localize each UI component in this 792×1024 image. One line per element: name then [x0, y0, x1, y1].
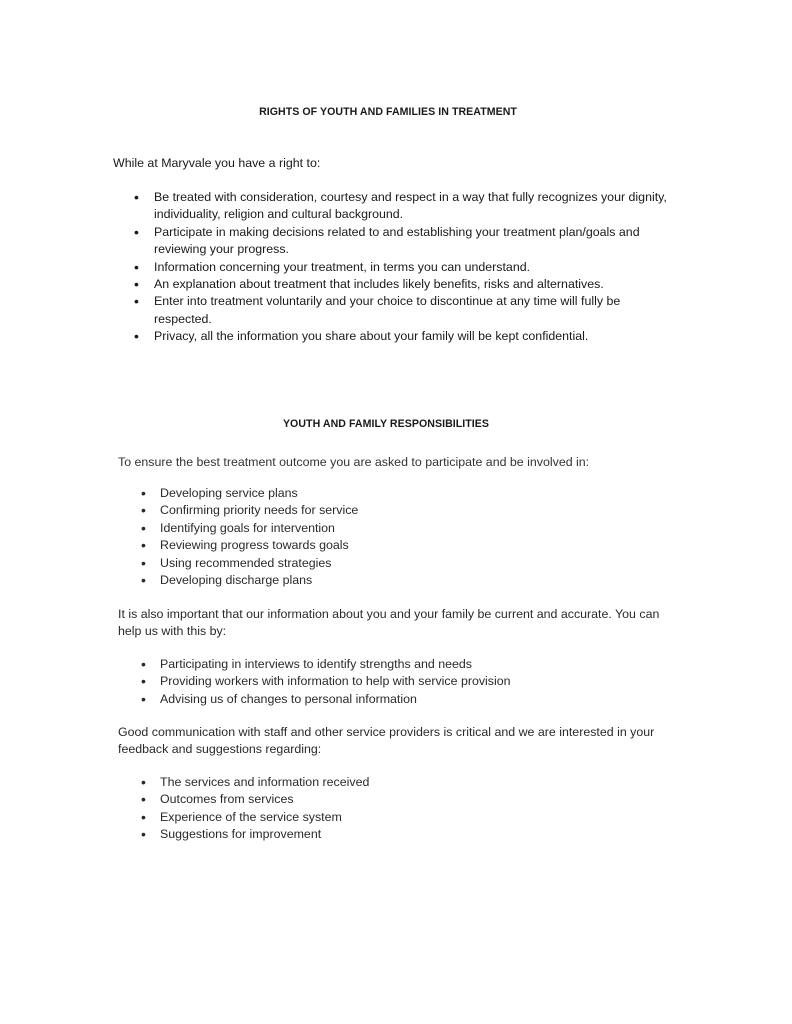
list-item: • Developing discharge plans	[160, 572, 640, 589]
list-item: • Outcomes from services	[160, 791, 640, 808]
rights-heading: RIGHTS OF YOUTH AND FAMILIES IN TREATMENT	[259, 106, 517, 118]
list-item: • Providing workers with information to help with service provision	[160, 673, 640, 690]
information-paragraph: It is also important that our information about you and your family be current and accurate. You can help us with this by:	[118, 607, 660, 638]
list-item: • Be treated with consideration, courtesy and respect in a way that fully recognizes your dignity, individuality, religion and cultural background.	[154, 189, 674, 224]
list-item: • Privacy, all the information you share about your family will be kept confidential.	[154, 328, 674, 345]
list-item: • Information concerning your treatment, in terms you can understand.	[154, 259, 674, 276]
list-item: • Participate in making decisions related to and establishing your treatment plan/goals and reviewing your progress.	[154, 224, 674, 259]
list-item: • Identifying goals for intervention	[160, 520, 640, 537]
list-item: • Experience of the service system	[160, 809, 640, 826]
responsibilities-intro: To ensure the best treatment outcome you are asked to participate and be involved in:	[118, 455, 590, 469]
list-item: • Suggestions for improvement	[160, 826, 640, 843]
participation-list	[160, 485, 640, 589]
list-item: • Advising us of changes to personal information	[160, 691, 640, 708]
rights-list	[154, 189, 674, 346]
feedback-list	[160, 774, 640, 844]
responsibilities-heading: YOUTH AND FAMILY RESPONSIBILITIES	[282, 418, 490, 430]
list-item: • Enter into treatment voluntarily and your choice to discontinue at any time will fully be respected.	[154, 293, 674, 328]
help-list	[160, 656, 640, 708]
list-item: • Using recommended strategies	[160, 555, 640, 572]
list-item: • Reviewing progress towards goals	[160, 537, 640, 554]
rights-intro: While at Maryvale you have a right to:	[113, 156, 321, 170]
list-item: • The services and information received	[160, 774, 640, 791]
list-item: • Participating in interviews to identify strengths and needs	[160, 656, 640, 673]
communication-paragraph: Good communication with staff and other service providers is critical and we are interested in your feedback and suggestions regarding:	[118, 725, 655, 756]
list-item: • Confirming priority needs for service	[160, 502, 640, 519]
list-item: • An explanation about treatment that includes likely benefits, risks and alternatives.	[154, 276, 674, 293]
list-item: • Developing service plans	[160, 485, 640, 502]
